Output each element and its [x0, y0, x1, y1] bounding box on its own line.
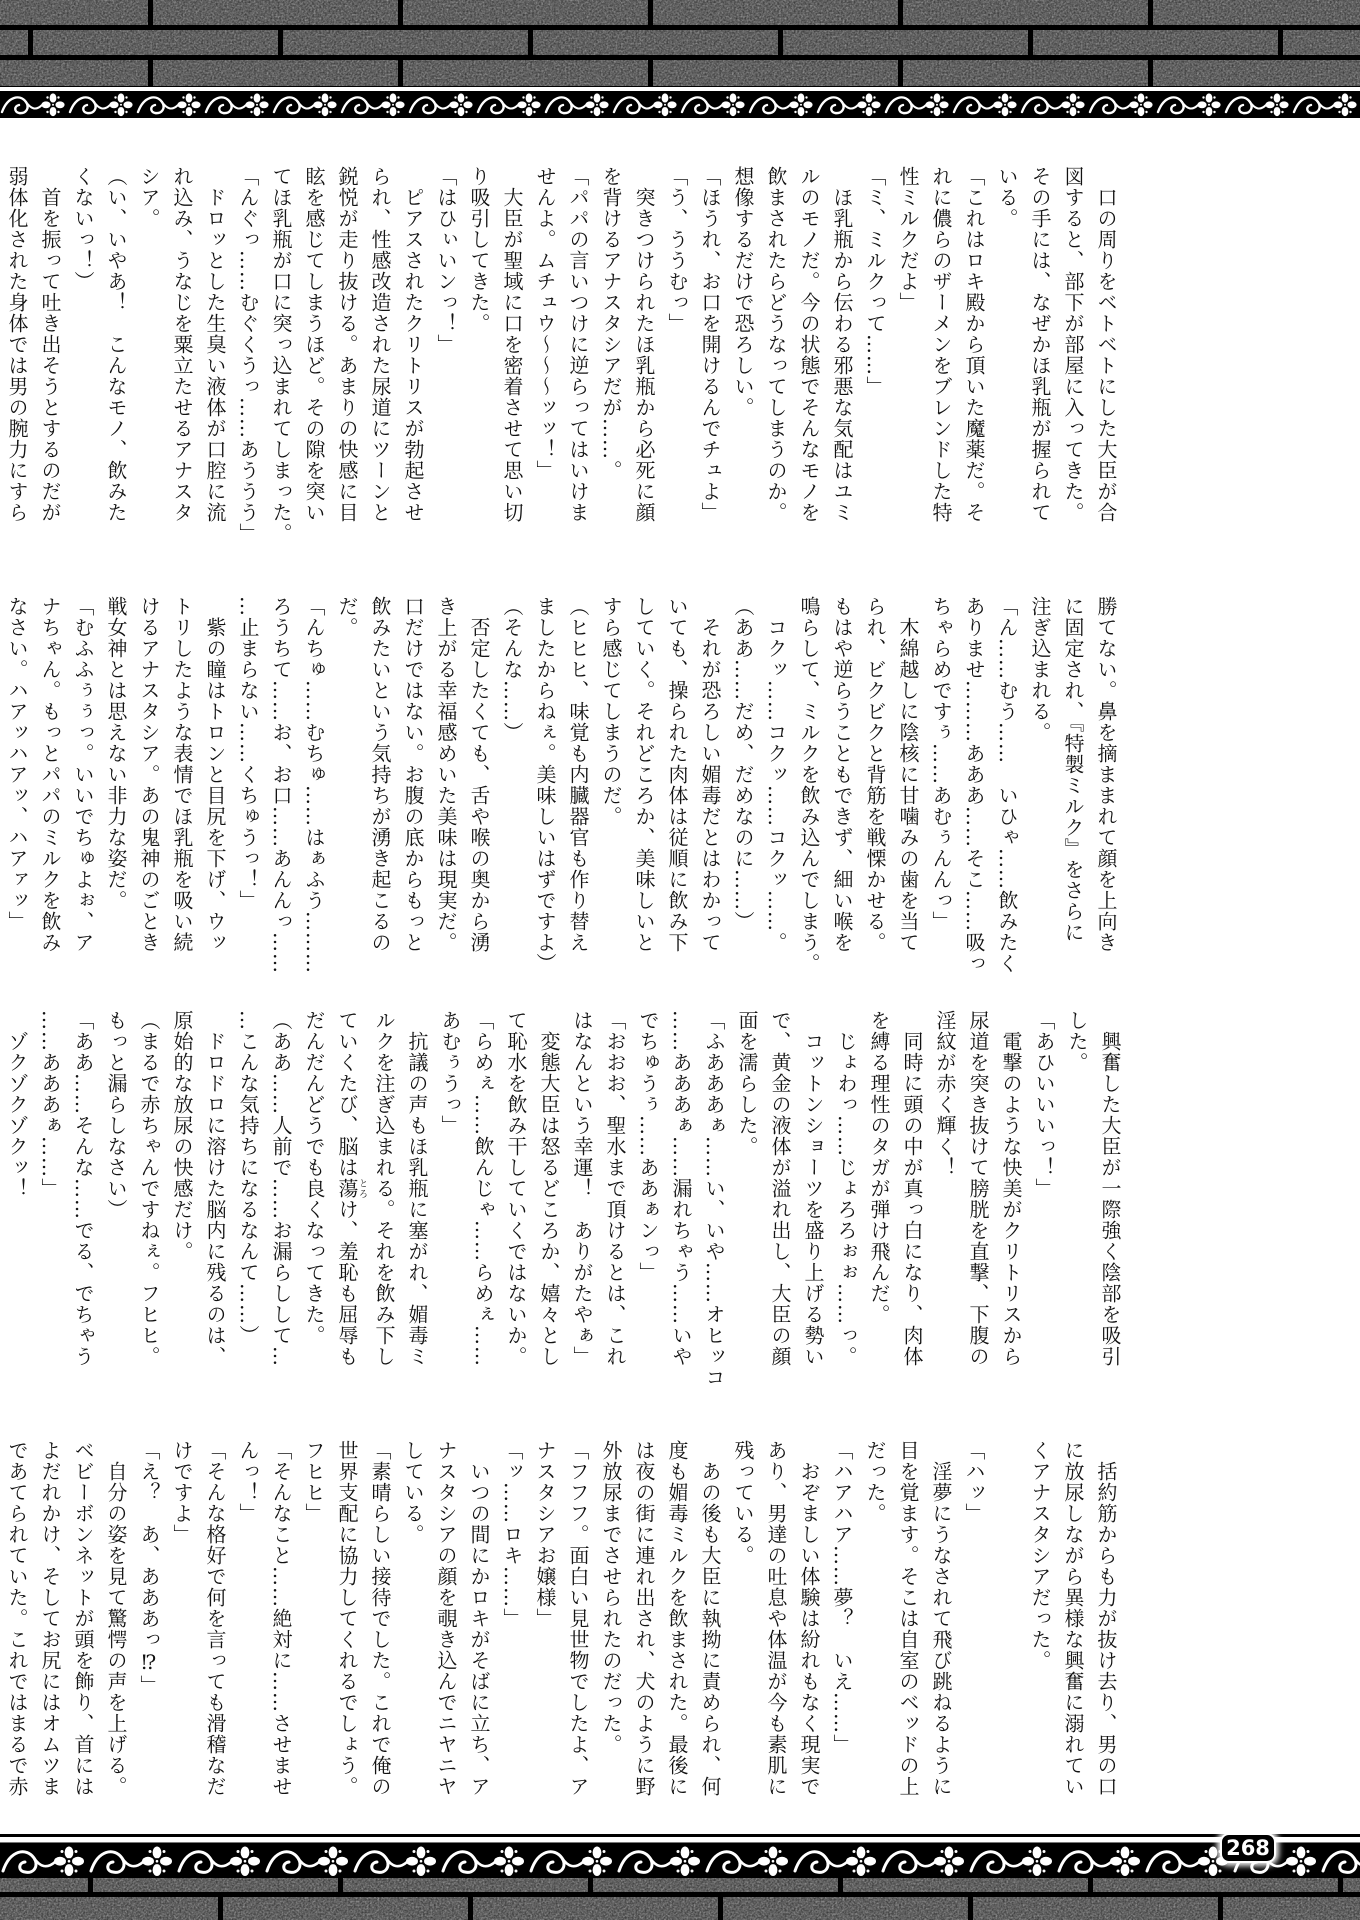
text-column: 度も媚毒ミルクを飲まされた。最後に: [665, 1440, 689, 1797]
text-column: り吸引してきた。: [467, 166, 491, 334]
text-column: 「んぐっ……むぐくうっ……あううう」: [236, 166, 260, 544]
text-tier-3: [0, 1010, 1204, 1406]
text-column: 変態大臣は怒るどころか、嬉々とし: [537, 1010, 561, 1367]
text-column: すら感じてしまうのだ。: [599, 596, 623, 827]
text-column: 大臣が聖域に口を密着させて思い切: [500, 166, 524, 523]
text-column: 戦女神とは思えない非力な姿だ。: [104, 596, 128, 911]
text-column: は夜の街に連れ出され、犬のように野: [632, 1440, 656, 1797]
text-column: 「ハアハア……夢？ いえ……」: [830, 1440, 854, 1755]
floral-ornament-pattern: [0, 1843, 1360, 1878]
text-column: 眩を感じてしまうほど。その隙を突い: [302, 166, 326, 523]
text-column: 「あひいいいっ！」: [1032, 1010, 1056, 1199]
text-column: ルクを注ぎ込まれる。それを飲み下し: [372, 1010, 396, 1367]
text-column: 勝てない。鼻を摘ままれて顔を上向き: [1094, 596, 1118, 953]
text-column: れに儂らのザーメンをブレンドした特: [929, 166, 953, 523]
text-column: 「う、ううむっ」: [665, 166, 689, 334]
text-column: に放尿しながら異様な興奮に溺れてい: [1061, 1440, 1085, 1797]
text-column: ていくたび、脳は蕩とろけ、羞恥も屈辱も: [335, 1010, 367, 1367]
text-column: 「え？ あ、あああっ⁉」: [137, 1440, 161, 1696]
text-column: （ヒヒヒ、味覚も内臓器官も作り替え: [566, 596, 590, 953]
text-column: てほ乳瓶が口に突っ込まれてしまった。: [269, 166, 293, 544]
text-column: けるアナスタシア。あの鬼神のごとき: [137, 596, 161, 953]
text-column: していく。それどころか、美味しいと: [632, 596, 656, 953]
text-column: 否定したくても、舌や喉の奥から湧: [467, 596, 491, 953]
text-column: 「むふふぅぅっ。いいでちゅよぉ、ア: [71, 596, 95, 953]
text-column: コクッ……コクッ……コクッ……。: [764, 596, 788, 953]
text-column: 鋭悦が走り抜ける。あまりの快感に目: [335, 166, 359, 523]
text-column: られ、性感改造された尿道にツーンと: [368, 166, 392, 523]
text-column: （ああ……人前で……お漏らしして…: [269, 1010, 293, 1367]
text-column: 注ぎ込まれる。: [1028, 596, 1052, 743]
text-column: 括約筋からも力が抜け去り、男の口: [1094, 1440, 1118, 1797]
text-column: した。: [1065, 1010, 1089, 1073]
text-column: ちゃらめですぅ……あむぅんんっ」: [929, 596, 953, 932]
text-column: ナちゃん。もっとパパのミルクを飲み: [38, 596, 62, 953]
text-column: 外放尿までさせられたのだった。: [599, 1440, 623, 1755]
text-column: ドロッとした生臭い液体が口腔に流: [203, 166, 227, 523]
text-column: （そんな……）: [500, 596, 524, 743]
text-column: じょわっ……じょろろぉぉ……っ。: [834, 1010, 858, 1367]
text-column: ピアスされたクリトリスが勃起させ: [401, 166, 425, 523]
text-column: 淫夢にうなされて飛び跳ねるように: [929, 1440, 953, 1797]
text-column: もっと漏らしなさい）: [104, 1010, 128, 1220]
text-tier-2: [0, 596, 1200, 992]
text-column: だんだんどうでも良くなってきた。: [302, 1010, 326, 1346]
text-column: 木綿越しに陰核に甘噛みの歯を当て: [896, 596, 920, 953]
text-column: あの後も大臣に執拗に責められ、何: [698, 1440, 722, 1797]
text-column: 突きつけられたほ乳瓶から必死に顔: [632, 166, 656, 523]
text-column: 「そんなこと……絶対に……させませ: [269, 1440, 293, 1797]
text-column: せんよ。ムチュウ〜〜〜ッッ！」: [533, 166, 557, 481]
text-column: だ。: [335, 596, 359, 638]
text-column: ルのモノだ。今の状態でそんなモノを: [797, 166, 821, 523]
text-column: 「はひぃいンっ！」: [434, 166, 458, 355]
text-column: 弱体化された身体では男の腕力にすら: [5, 166, 29, 523]
text-column: （まるで赤ちゃんですねぇ。フヒヒ。: [137, 1010, 161, 1367]
text-column: けですよ」: [170, 1440, 194, 1545]
text-column: を背けるアナスタシアだが……。: [599, 166, 623, 481]
text-column: 紫の瞳はトロンと目尻を下げ、ウッ: [203, 596, 227, 953]
text-column: 「んちゅ……むちゅ……はぁふう………: [302, 596, 326, 974]
text-column: 「素晴らしい接待でした。これで俺の: [368, 1440, 392, 1797]
text-column: ゾクゾクゾクッ！: [5, 1010, 29, 1199]
floral-ornament-pattern: [0, 91, 1360, 118]
text-column: おぞましい体験は紛れもなく現実で: [797, 1440, 821, 1797]
text-column: ナスタシアの顔を覗き込んでニヤニヤ: [434, 1440, 458, 1797]
ruby-annotated-character: 蕩とろ: [335, 1178, 367, 1199]
text-column: 同時に頭の中が真っ白になり、肉体: [900, 1010, 924, 1367]
brick-texture-bottom: [0, 1878, 1360, 1920]
text-column: （い、いやあ！ こんなモノ、飲みた: [104, 166, 128, 523]
page-number-badge: [1220, 1833, 1276, 1863]
text-column: ましたからねぇ。美味しいはずですよ）: [533, 596, 557, 974]
text-column: はなんという幸運！ ありがたやぁ」: [570, 1010, 594, 1367]
page-footer-decoration: [0, 1832, 1360, 1920]
text-column: シア。: [137, 166, 161, 229]
text-column: ……あああぁ……漏れちゃう……いや: [669, 1010, 693, 1367]
text-column: [990, 1440, 1023, 1836]
text-column: 世界支配に協力してくれるでしょう。: [335, 1440, 359, 1797]
text-column: 口だけではない。お腹の底からもっと: [401, 596, 425, 953]
text-column: くアナスタシアだった。: [1028, 1440, 1052, 1671]
text-column: ありませ………あああ……そこ……吸っ: [962, 596, 986, 974]
text-column: している。: [401, 1440, 425, 1545]
text-column: いても、操られた肉体は従順に飲み下: [665, 596, 689, 953]
text-column: であてられていた。これではまるで赤: [5, 1440, 29, 1797]
text-column: …止まらない……くちゅうっ！」: [236, 596, 260, 911]
text-column: を縛る理性のタガが弾け飛んだ。: [867, 1010, 891, 1325]
text-column: 「おおお、聖水まで頂けるとは、これ: [603, 1010, 627, 1367]
text-column: フヒヒ」: [302, 1440, 326, 1524]
text-column: 「ミ、ミルクって……」: [863, 166, 887, 397]
text-column: 「らめぇ……飲んじゃ……らめぇ……: [471, 1010, 495, 1367]
text-column: なさい。ハアッハアッ、ハアァッ」: [5, 596, 29, 932]
text-column: 飲みたいという気持ちが湧き起こるの: [368, 596, 392, 953]
text-column: …こんな気持ちになるなんて……）: [236, 1010, 260, 1346]
text-column: 抗議の声もほ乳瓶に塞がれ、媚毒ミ: [405, 1010, 429, 1367]
text-column: 鳴らして、ミルクを飲み込んでしまう。: [797, 596, 821, 974]
text-column: いつの間にかロキがそばに立ち、ア: [467, 1440, 491, 1797]
text-column: 「これはロキ殿から頂いた魔薬だ。そ: [962, 166, 986, 523]
page-number: 268: [1226, 1836, 1270, 1860]
text-column: 残っている。: [731, 1440, 755, 1566]
text-column: だった。: [863, 1440, 887, 1524]
text-column: 「ほうれ、お口を開けるんでチュよ」: [698, 166, 722, 523]
text-column: 「ふあああぁ……い、いや……オヒッコ: [702, 1010, 726, 1388]
brick-texture-top: [0, 0, 1360, 86]
text-column: 首を振って吐き出そうとするのだが: [38, 166, 62, 523]
text-column: られ、ビクビクと背筋を戦慄かせる。: [863, 596, 887, 953]
text-column: よだれかけ、そしてお尻にはオムツま: [38, 1440, 62, 1797]
text-column: で、黄金の液体が溢れ出し、大臣の顔: [768, 1010, 792, 1367]
text-column: 興奮した大臣が一際強く陰部を吸引: [1098, 1010, 1122, 1367]
text-column: 「フフフ。面白い見世物でしたよ、ア: [566, 1440, 590, 1797]
text-column: 口の周りをベトベトにした大臣が合: [1094, 166, 1118, 523]
text-column: 面を濡らした。: [735, 1010, 759, 1157]
text-column: ほ乳瓶から伝わる邪悪な気配はユミ: [830, 166, 854, 523]
ornament-border-bottom: [0, 1842, 1360, 1878]
text-column: それが恐ろしい媚毒だとはわかって: [698, 596, 722, 953]
text-column: ベビーボンネットが頭を飾り、首には: [71, 1440, 95, 1797]
text-column: 性ミルクだよ」: [896, 166, 920, 313]
text-column: 目を覚ます。そこは自室のベッドの上: [896, 1440, 920, 1797]
text-column: 電撃のような快美がクリトリスから: [999, 1010, 1023, 1367]
text-column: 原始的な放尿の快感だけ。: [170, 1010, 194, 1262]
text-tier-1: [0, 166, 1200, 562]
text-column: あむぅうっ」: [438, 1010, 462, 1136]
text-column: くないっ！）: [71, 166, 95, 292]
brick-wall-graphic: [0, 1878, 1360, 1920]
text-column: に固定され、『特製ミルク』をさらに: [1061, 596, 1085, 943]
text-column: れ込み、うなじを粟立たせるアナスタ: [170, 166, 194, 523]
text-column: 自分の姿を見て驚愕の声を上げる。: [104, 1440, 128, 1797]
text-column: 「パパの言いつけに逆らってはいけま: [566, 166, 590, 523]
text-column: 「ッ……ロキ……」: [500, 1440, 524, 1629]
text-column: その手には、なぜかほ乳瓶が握られて: [1028, 166, 1052, 523]
text-column: 「ハッ」: [962, 1440, 986, 1524]
text-column: 尿道を突き抜けて膀胱を直撃、下腹の: [966, 1010, 990, 1367]
text-column: トリしたような表情でほ乳瓶を吸い続: [170, 596, 194, 953]
text-column: んっ！」: [236, 1440, 260, 1524]
text-column: 「ああ……そんな……でる、でちゃう: [71, 1010, 95, 1367]
text-column: ……あああぁ……」: [38, 1010, 62, 1199]
brick-wall-graphic: [0, 0, 1360, 86]
text-column: 飲まされたらどうなってしまうのか。: [764, 166, 788, 523]
text-column: 「ん……むう…… いひゃ……飲みたく: [995, 596, 1019, 974]
text-column: コットンショーツを盛り上げる勢い: [801, 1010, 825, 1367]
page-text-area: [0, 118, 1360, 1832]
text-column: もはや逆らうこともできず、細い喉を: [830, 596, 854, 953]
text-column: 淫紋が赤く輝く！: [933, 1010, 957, 1178]
text-column: 図すると、部下が部屋に入ってきた。: [1061, 166, 1085, 523]
text-column: あり、男達の吐息や体温が今も素肌に: [764, 1440, 788, 1797]
text-column: いる。: [995, 166, 1019, 229]
text-column: ろうちて……お、お口……あんんっ……: [269, 596, 293, 974]
text-column: ナスタシアお嬢様」: [533, 1440, 557, 1629]
text-column: （ああ……だめ、だめなのに……）: [731, 596, 755, 932]
text-column: 想像するだけで恐ろしい。: [731, 166, 755, 418]
ornament-border-top: [0, 91, 1360, 118]
text-column: て恥水を飲み干していくではないか。: [504, 1010, 528, 1367]
text-column: でちゅうぅ……ああぁンっ」: [636, 1010, 660, 1283]
text-column: 「そんな格好で何を言っても滑稽なだ: [203, 1440, 227, 1797]
text-tier-4: [0, 1440, 1200, 1836]
text-column: き上がる幸福感めいた美味は現実だ。: [434, 596, 458, 953]
text-column: ドロドロに溶けた脳内に残るのは、: [203, 1010, 227, 1367]
